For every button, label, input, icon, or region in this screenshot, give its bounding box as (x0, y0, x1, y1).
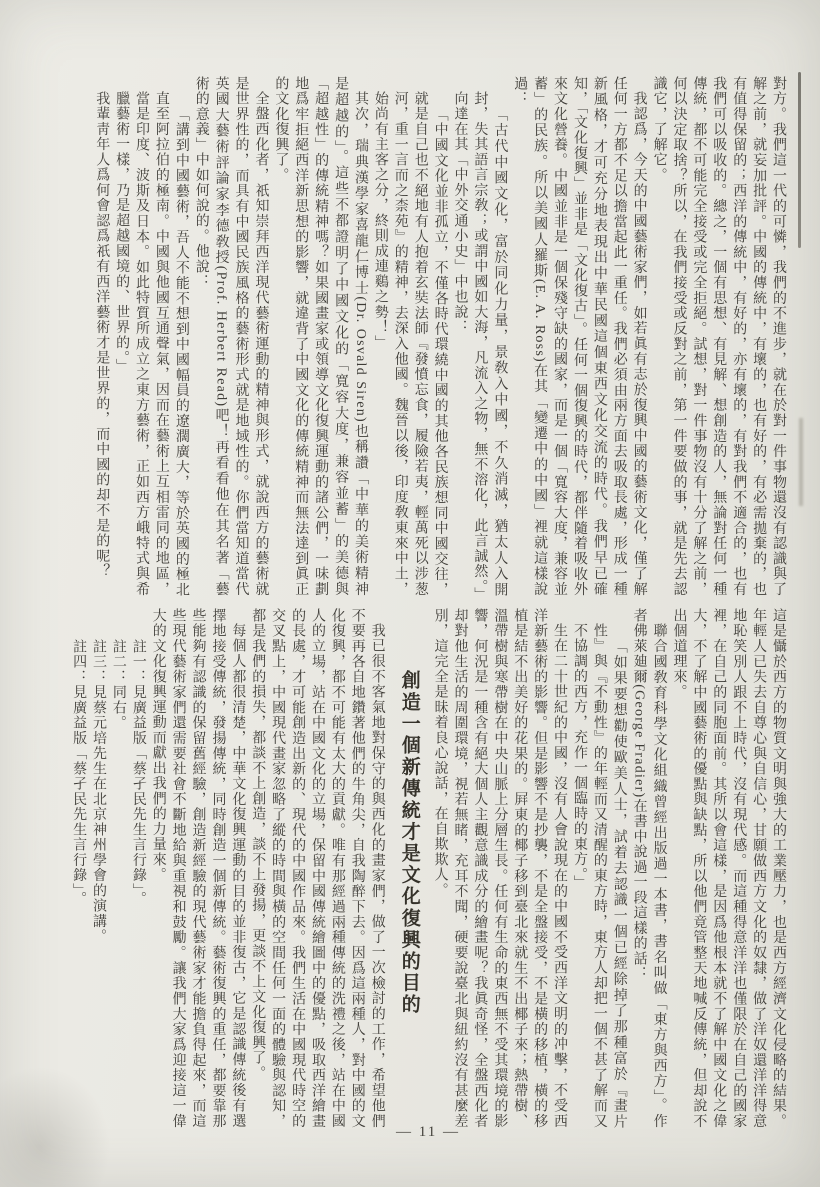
block-quote: 「如果要想勸使歐美人士，試着去認識一個已經除掉了那種富於『畫片性』與『不動性』的年輕而又清醒的東方時，東方人却把一個不甚了解而又不協調的西方，充作一個臨時的東方。」 (571, 623, 627, 1129)
scan-artifact-smudge (799, 418, 803, 506)
paragraph: 生在二十世紀的中國，沒有人會說現在的中國不受西洋文明的冲擊，不受西洋新藝術的影響。但是影響不是抄襲，不是全盤接受，不是橫的移植，橫的移植是結不出美好的花果的。屛東的椰子移到臺北來就生不出椰子來；熱帶樹、溫帶樹與寒帶樹在中央山脈上分層生長。任何有生命的東西無不受其環境的影響，何況是一種含有絕大個人主觀意識成分的繪畫呢？我眞奇怪，全盤西化者却對他生活的周圍環境，視若無睹，充耳不聞，硬要說臺北與紐約沒有甚麼差別，這完全是昧着良心說話，在自欺欺人。 (432, 608, 568, 1129)
footnote: 註二：同右。 (110, 638, 126, 731)
upper-section (91, 76, 788, 603)
page-number: — 11 — (396, 1124, 460, 1140)
paragraph: 每個人都很清楚，中華文化復興運動的目的並非復古，它是認識傳統後有選擇地接受傳統，發揚傳統，同時創造一個新傳統。藝術復興的重任，都要靠那些能夠有認識的保留舊經驗，創造新經驗的現代藝術家才能擔負得起來，而這些現代藝術家們還需要社會不斷地給與重視和鼓勵。讓我們大家爲迎接這一偉大的文化復興運動而獻出我們的力量來。 (150, 608, 246, 1129)
paragraph: 全盤西化者，祇知崇拜西洋現代藝術運動的精神與形式，就說西方的藝術就是世界性的，而具有中國民族風格的藝術形式就是地域性的。你們當知道當代英國大藝術評論家李德敎授(Prof. Herbert Read)吧！再看看他在其名著「藝術的意義」中如何說的。他說： (193, 76, 269, 597)
footnote: 註一：見廣益版「蔡孑民先生言行錄」。 (130, 638, 146, 907)
section-heading: 創造一個新傳統才是文化復興的目的 (398, 670, 420, 1016)
footnote: 註四：見廣益版「蔡孑民先生言行錄」。 (71, 638, 87, 907)
scan-corner-shadow (0, 1067, 110, 1187)
paragraph: 我認爲，今天的中國藝術家們，如若眞有志於復興中國的藝術文化，僅了解任何一方都不足以擔當起此一重任。我們必須由兩方面去吸取長處，形成一種新風格，才可充分地表現出中華民國這個東西文化交流的時代。我們早已確知，「文化復興」並非是「文化復古」。任何一個復興的時代，都伴隨着吸收外來文化營養。中國並非是一個保殘守缺的國家，而是一個「寬容大度，兼容並蓄」的民族。所以美國人羅斯(E. A. Ross)在其「變遷中的中國」裡就這樣說過： (512, 76, 647, 597)
lower-section (68, 608, 788, 1129)
footnote: 註三：見蔡元培先生在北京神州學會的演講。 (91, 638, 106, 944)
paragraph: 我已很不客氣地對保守的與西化的畫家們，做了一次檢討的工作，希望他們不要再各自地鑽著他們的牛角尖，自我陶醉下去。因爲這兩種人，對中國的文化復興，都不可能有太大的貢獻。唯有那經過兩種傳統的洗禮之後，站在中國人的立場，站在中國文化的立場，保留中國傳統繪圖中的優點，吸取西洋繪畫的長處，才可能創造出新的、現代的中國作品來。我們生活在中國現代時空的交叉點上，中國現代畫家忽略了縱的時間與橫的空間任何一面的體驗與認知，都是我們的損失，都談不上創造，談不上發揚，更談不上文化復興了。 (250, 608, 385, 1129)
paragraph: 向達在其「中外交通小史」中也說： (452, 91, 468, 336)
scan-artifact-line (798, 72, 801, 248)
paragraph: 這是懾於西方的物質文明與強大的工業壓力，也是西方經濟文化侵略的結果。年輕人已失去自尊心與自信心，甘願做西方文化的奴隸，做了洋奴還洋洋得意地恥笑別人跟不上時代，沒有現代感。而這種得意洋洋也僅限於在自己的國家裡，在自己的同胞面前。其所以會這樣，是因爲他根本就不了解中國文化之偉大，不了解中國藝術的優點與缺點，所以他們竟管整天地喊反傳統，但却說不出個道理來。 (671, 608, 786, 1129)
paragraph: 聯合國敎育科學文化組織曾經出版過一本書，書名叫做「東方與西方」。作者佛萊廸爾(George Fradier)在書中說過一段這樣的話： (631, 608, 667, 1129)
paragraph: 我輩靑年人爲何會認爲祇有西洋藝術才是世界的，而中國的却不是的呢？ (94, 91, 110, 580)
paragraph: 其次，瑞典漢學家喜龍仁博士(Dr. Osvald Siren)也稱讚「中華的美術精神是超越的」。這些不都證明了中國文化的「寬容大度，兼容並蓄」的美德與「超越性」的傳統精神嗎？如果國畫家或領導文化復興運動的諸公們，一味劃地爲牢拒絕西洋新思想的影響，就違背了中國文化的傳統精神而無法達到眞正的文化復興了。 (273, 76, 368, 597)
paragraph: 對方。我們這一代的可憐，我們的不進步，就在於對一件事物還沒有認識與了解之前，就妄加批評。中國的傳統中，有壞的，也有好的，有必需拋棄的，也有值得保留的；西洋的傳統中，有好的，亦有壞的，有對我們不適合的，也有我們可以吸收的。總之，一個有思想、有見解、想創造的人，無論對任何一種傳統，都不可能完全接受或完全拒絕。試想，對一件事物沒有十分了解之前，何以決定取捨？所以，在我們接受或反對之前，第一件要做的事，就是先去認識它，了解它。 (651, 76, 786, 597)
block-quote: 「講到中國藝術，吾人不能不想到中國幅員的遼濶廣大，等於英國的極北直至阿拉伯的極南。中國與他國互通聲氣，因而在藝術上互相雷同的地區，當是印度、波斯及日本。如此特質所成立之東方藝術，正如西方峨特式與希臘藝術一樣，乃是超越國境的、世界的。」 (114, 91, 189, 597)
block-quote: 「中國文化並非孤立，不僅各時代環繞中國的其他各民族想同中國交往，就是自己也不絕地有人抱着玄奘法師『發憤忘食，履險若夷，輕萬死以涉葱河，重一言而之柰苑』的精神，去深入他國。魏晉以後，印度敎東來中土，始尚有主客之分，終則成連鷄之勢！」 (372, 91, 448, 597)
block-quote: 「古代中國文化，富於同化力量，景敎入中國，不久消滅，猶太人入開封，失其語言宗敎；或謂中國如大海，凡流入之物，無不溶化，此言誠然。」 (472, 91, 508, 603)
